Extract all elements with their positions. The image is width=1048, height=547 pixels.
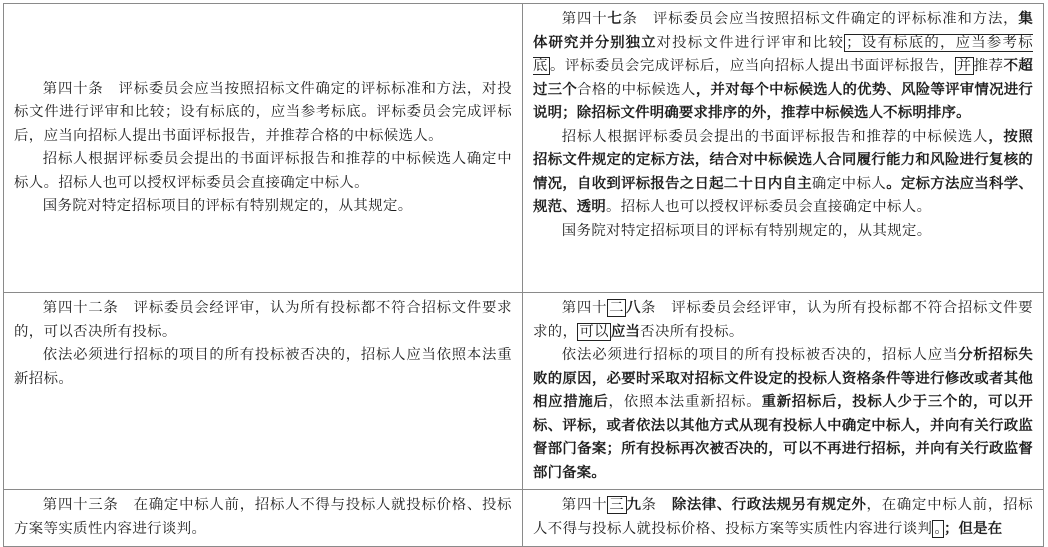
new-article-48-para-2 (533, 344, 1033, 485)
old-article-43-cell (4, 490, 523, 547)
deleted-text-box: ；设有标底的，应当参考标底 (533, 34, 1033, 74)
article-text: 评标委员会经评审，认为所有投标都不符合招标文件要求的，可以否决所有投标。 (14, 300, 512, 340)
text-span: ，依照本法重新招标。 (608, 394, 762, 410)
article-number: 第四十三条 (42, 497, 119, 513)
added-text: 。定标方法应当科学、规范、透明 (533, 175, 1033, 215)
deleted-text-box: 二 (609, 300, 625, 316)
text-span: 。评标委员会完成评标后，应当向招标人提出书面评标报告， (550, 58, 955, 74)
new-article-47-cell (523, 4, 1044, 293)
new-article-49-para-1 (533, 494, 1033, 541)
article-number (562, 299, 656, 317)
new-article-48-cell (523, 293, 1044, 490)
added-text: 不超过三个 (533, 58, 1034, 98)
new-article-47-para-1 (533, 8, 1033, 126)
article-suffix: 条 (641, 300, 657, 316)
text-span: ，在确定中标人前，招标人不得与投标人就投标价格、投标方案等实质性内容进行谈判 (533, 497, 1034, 537)
text-span: 招标人根据评标委员会提出的书面评标报告和推荐的中标候选人 (561, 128, 989, 145)
old-article-40-cell (4, 4, 523, 293)
article-number: 第四十二条 (42, 300, 119, 316)
article-number-new: 九 (626, 497, 642, 513)
text-span: 依法必须进行招标的项目的所有投标被否决的，招标人应当 (561, 347, 959, 363)
text-span: 评标委员会应当按照招标文件确定的评标标准和方法， (652, 11, 1019, 27)
table-row (4, 4, 1044, 293)
text-span: 评标委员会经评审，认为所有投标都不符合招标文件要求的， (533, 300, 1034, 340)
table-row (4, 490, 1044, 547)
old-article-42-para-1 (14, 297, 512, 344)
article-prefix: 第四十 (561, 497, 608, 513)
article-suffix: 条 (641, 497, 657, 513)
old-article-43-para-1 (14, 494, 512, 541)
article-number (562, 11, 638, 27)
old-article-40-para-2: 招标人根据评标委员会提出的书面评标报告和推荐的中标候选人确定中标人。招标人也可以授权评标委员会直接确定中标人。 (14, 151, 512, 191)
article-number-new: 八 (626, 300, 642, 316)
article-suffix: 条 (622, 11, 638, 27)
added-text: ，按照招标文件规定的定标方法，结合对中标候选人合同履行能力和风险进行复核的情况，自收到评标报告之日起二十日内自主 (533, 128, 1034, 192)
article-prefix: 第四十 (561, 11, 608, 27)
article-text: 在确定中标人前，招标人不得与投标人就投标价格、投标方案等实质性内容进行谈判。 (14, 497, 512, 537)
added-text: 集体研究并分别独立 (533, 11, 1034, 51)
old-article-40-para-1 (14, 78, 512, 149)
text-span: 对投标文件进行评审和比较 (656, 34, 845, 51)
article-number: 第四十条 (42, 80, 104, 97)
added-text: 分析招标失败的原因，必要时采取对招标文件设定的投标人资格条件等进行修改或者其他相应措施后 (533, 347, 1033, 410)
text-span: 确定中标人 (811, 175, 887, 192)
new-article-47-para-2 (533, 126, 1033, 220)
new-article-48-para-1 (533, 297, 1033, 344)
added-text: 应当 (610, 323, 641, 340)
text-span: 推荐 (973, 58, 1004, 74)
deleted-text-box: 可以 (579, 323, 609, 340)
deleted-text-box: 并 (956, 58, 972, 74)
old-article-40-para-3: 国务院对特定招标项目的评标有特别规定的，从其规定。 (42, 198, 413, 214)
table-row (4, 293, 1044, 490)
deleted-text-box: 三 (609, 497, 625, 513)
old-article-42-para-2: 依法必须进行招标的项目的所有投标被否决的，招标人应当依照本法重新招标。 (14, 347, 512, 387)
article-number-new: 七 (607, 11, 623, 27)
article-text: 评标委员会应当按照招标文件确定的评标标准和方法，对投标文件进行评审和比较；设有标底的，应当参考标底。评标委员会完成评标后，应当向招标人提出书面评标报告，并推荐合格的中标候选人。 (14, 80, 512, 144)
deleted-text-box: 。 (934, 520, 942, 537)
law-comparison-table (3, 3, 1044, 547)
new-article-47-para-3: 国务院对特定招标项目的评标有特别规定的，从其规定。 (561, 222, 932, 239)
text-span: 。招标人也可以授权评标委员会直接确定中标人。 (605, 199, 932, 215)
added-text: 重新招标后，投标人少于三个的，可以开标、评标，或者依法以其他方式从现有投标人中确定中标人，并向有关行政监督部门备案；所有投标再次被否决的，可以不再进行招标，并向有关行政监督部门备案。 (533, 394, 1033, 481)
added-text: ；但是在 (943, 520, 1003, 537)
old-article-42-cell (4, 293, 523, 490)
article-number (562, 496, 657, 514)
text-span: 合格的中标候选人 (576, 81, 696, 98)
article-prefix: 第四十 (561, 300, 608, 316)
new-article-49-cell (523, 490, 1044, 547)
added-text: 除法律、行政法规另有规定外 (671, 497, 867, 513)
added-text: ，并对每个中标候选人的优势、风险等评审情况进行说明；除招标文件明确要求排序的外，推荐中标候选人不标明排序。 (533, 81, 1033, 121)
text-span: 否决所有投标。 (640, 323, 744, 340)
